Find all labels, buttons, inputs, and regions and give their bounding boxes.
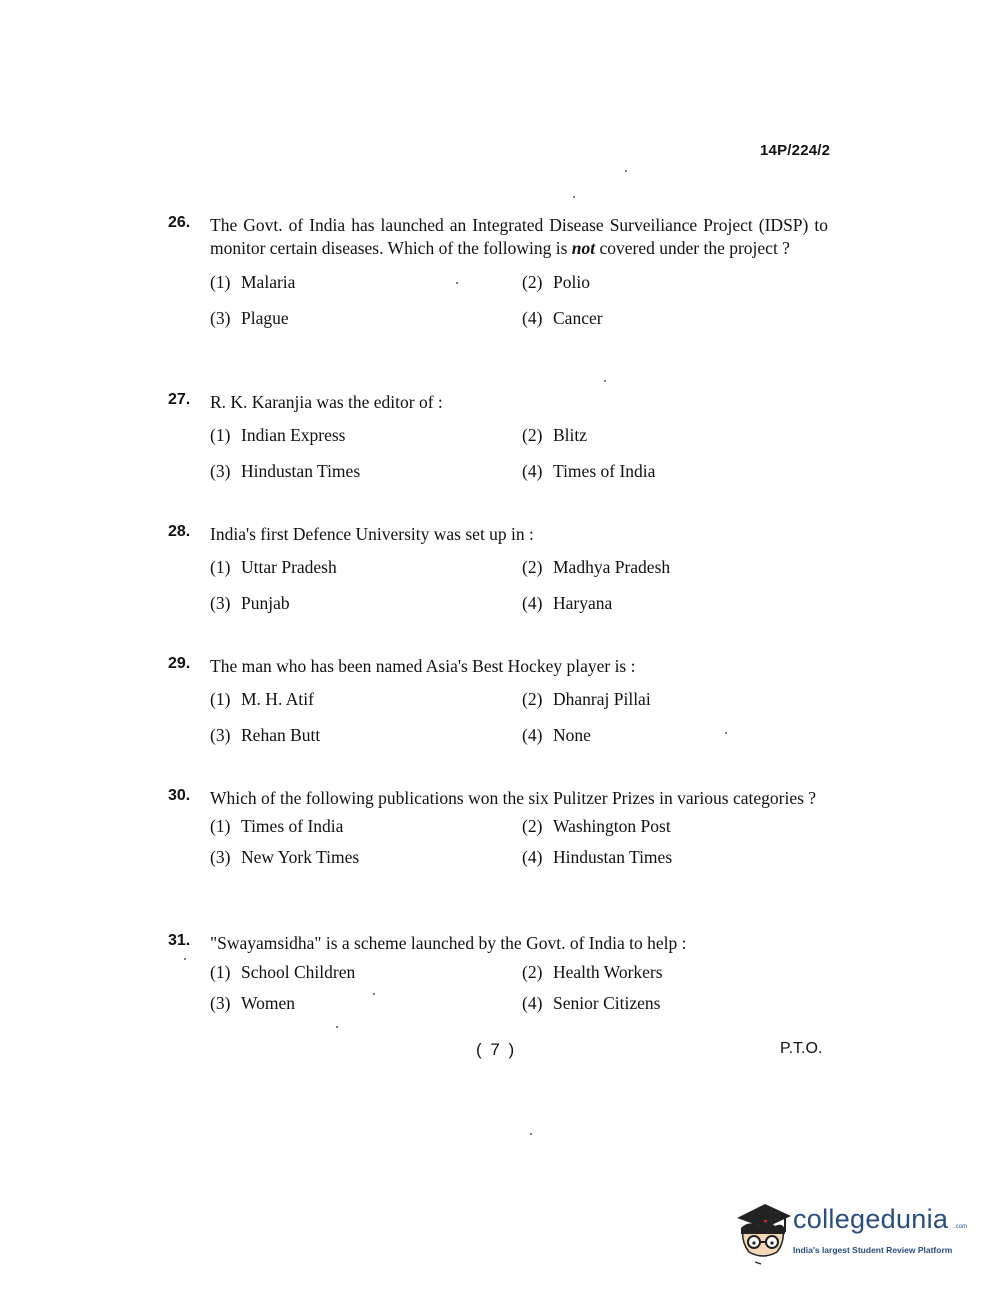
question-number: 31. (168, 932, 191, 949)
option-3: (3) New York Times (210, 847, 360, 867)
question-29 (168, 655, 828, 753)
option-1: (1) M. H. Atif (210, 689, 314, 709)
question-text: "Swayamsidha" is a scheme launched by the Govt. of India to help : (210, 933, 687, 953)
option-4: (4) Hindustan Times (522, 847, 673, 867)
options-grid (210, 811, 828, 873)
question-26 (168, 214, 828, 336)
question-text: India's first Defence University was set up in : (210, 524, 534, 544)
option-4: (4) Haryana (522, 593, 613, 613)
question-text: R. K. Karanjia was the editor of : (210, 392, 443, 412)
options-grid (210, 549, 828, 621)
option-3: (3) Punjab (210, 593, 290, 613)
scan-speck (184, 958, 186, 960)
option-3: (3) Women (210, 993, 295, 1013)
option-4: (4) None (522, 725, 591, 745)
question-number: 29. (168, 655, 191, 672)
option-1: (1) Malaria (210, 272, 296, 292)
pto-label: P.T.O. (780, 1040, 823, 1057)
page-number: ( 7 ) (476, 1040, 517, 1059)
collegedunia-watermark (735, 1198, 968, 1268)
option-4: (4) Senior Citizens (522, 993, 661, 1013)
brand-suffix: .com (954, 1224, 968, 1230)
option-2: (2) Health Workers (522, 962, 663, 982)
scan-speck (625, 170, 627, 172)
option-2: (2) Dhanraj Pillai (522, 689, 651, 709)
scan-speck (373, 993, 375, 995)
option-2: (2) Washington Post (522, 816, 671, 836)
emphasis-word: not (571, 238, 596, 258)
option-2: (2) Polio (522, 272, 590, 292)
option-3: (3) Plague (210, 308, 289, 328)
question-text: The man who has been named Asia's Best Hockey player is : (210, 656, 636, 676)
options-grid (210, 264, 828, 336)
option-2: (2) Madhya Pradesh (522, 557, 671, 577)
question-27 (168, 391, 828, 489)
option-1: (1) School Children (210, 962, 356, 982)
option-4: (4) Cancer (522, 308, 603, 328)
scan-speck (530, 1133, 532, 1135)
options-grid (210, 681, 828, 753)
brand-name: collegedunia (793, 1204, 949, 1234)
scan-speck (604, 380, 606, 382)
option-3: (3) Rehan Butt (210, 725, 321, 745)
paper-code: 14P/224/2 (760, 142, 831, 159)
question-28 (168, 523, 828, 621)
student-mascot-icon (735, 1198, 793, 1266)
question-text: Which of the following publications won the six Pulitzer Prizes in various categories ? (210, 788, 817, 808)
scan-speck (336, 1026, 338, 1028)
question-31 (168, 932, 828, 1019)
option-3: (3) Hindustan Times (210, 461, 361, 481)
option-1: (1) Uttar Pradesh (210, 557, 337, 577)
option-2: (2) Blitz (522, 425, 588, 445)
question-30 (168, 787, 828, 873)
option-4: (4) Times of India (522, 461, 656, 481)
options-grid (210, 417, 828, 489)
scan-speck (573, 196, 575, 198)
options-grid (210, 957, 828, 1019)
brand-tagline: India's largest Student Review Platform (793, 1245, 953, 1255)
option-1: (1) Times of India (210, 816, 344, 836)
scan-speck (725, 732, 727, 734)
option-1: (1) Indian Express (210, 425, 346, 445)
question-text: The Govt. of India has launched an Integrated Disease Surveiliance Project (IDSP) to monitor certain diseases. Which of the following is not covered under the project ? (210, 215, 828, 258)
question-number: 26. (168, 214, 191, 231)
scan-speck (456, 282, 458, 284)
question-number: 30. (168, 787, 191, 804)
question-number: 27. (168, 391, 191, 408)
question-number: 28. (168, 523, 191, 540)
